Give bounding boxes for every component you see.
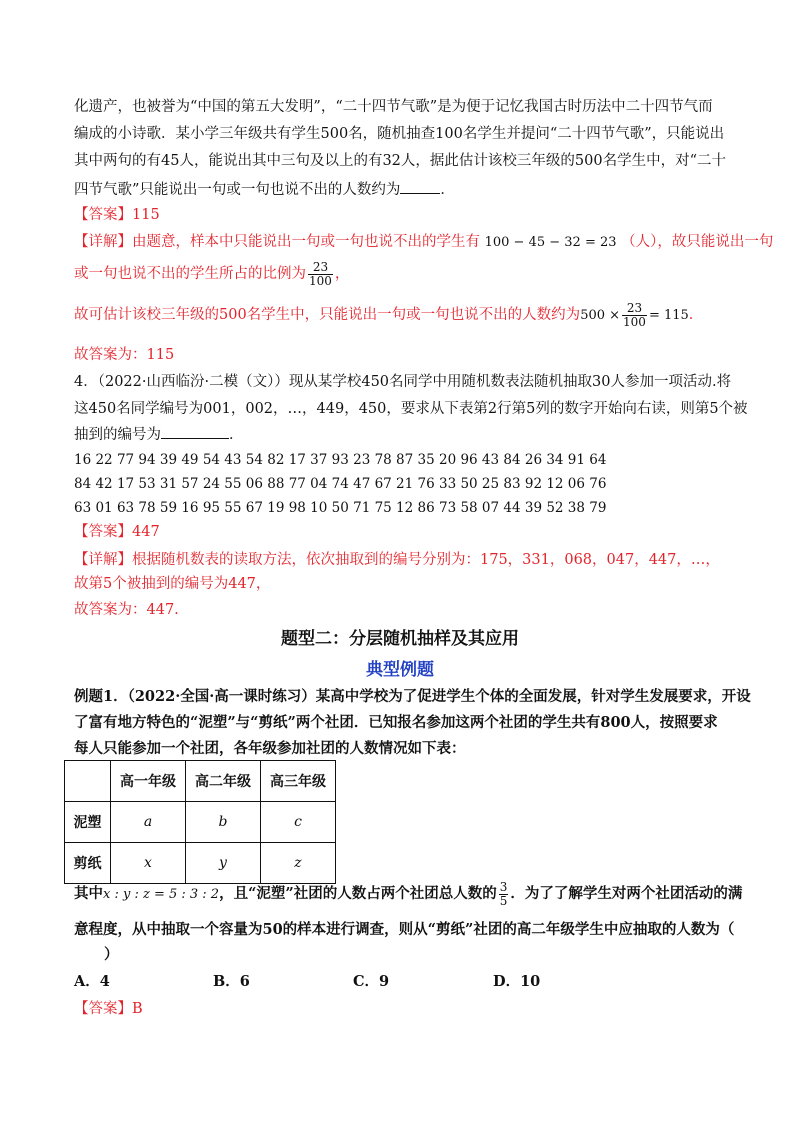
- club-table: [64, 760, 336, 884]
- problem-text: ．: [440, 182, 455, 198]
- explanation-text: 【详解】由题意，样本中只能说出一句或一句也说不出的学生有: [74, 234, 480, 250]
- random-number-row: 63 01 63 78 59 16 95 55 67 19 98 10 50 71 75 12 86 73 58 07 44 39 52 38 79: [74, 500, 607, 516]
- ratio-equation: x : y : z = 5 : 3 : 2: [103, 887, 220, 902]
- equation: = 115: [648, 308, 689, 323]
- explanation-text: 或一句也说不出的学生所占的比例为: [74, 266, 306, 282]
- explanation-text: ，: [334, 266, 350, 282]
- table-cell: y: [186, 843, 261, 884]
- fraction-denominator: 100: [309, 273, 332, 288]
- example-text-line: ）: [104, 946, 119, 963]
- example-text: 其中: [74, 885, 103, 902]
- answer-blank: [400, 179, 440, 194]
- fraction-numerator: 23: [308, 261, 333, 275]
- example-text: ．为了了解学生对两个社团活动的满: [510, 885, 743, 902]
- problem-text-line: 编成的小诗歌．某小学三年级共有学生500名，随机抽查100名学生并提问“二十四节气歌”，只能说出: [74, 126, 725, 142]
- fraction: [622, 302, 647, 329]
- example-text-line: 每人只能参加一个社团，各年级参加社团的人数情况如下表：: [74, 740, 466, 757]
- explanation-line: [74, 299, 703, 332]
- answer-line: 【答案】B: [74, 1001, 143, 1017]
- explanation-text: 故可估计该校三年级的500名学生中，只能说出一句或一句也说不出的人数约为: [74, 307, 581, 323]
- example-text: ，且“泥塑”社团的人数占两个社团总人数的: [219, 885, 497, 902]
- option-b: B．6: [213, 973, 250, 990]
- table-header-cell: 高三年级: [261, 761, 336, 802]
- equation: 100 − 45 − 32 = 23: [484, 235, 617, 250]
- explanation-line: [74, 233, 773, 252]
- table-header-row: [65, 761, 336, 802]
- problem-text: 抽到的编号为: [74, 427, 161, 443]
- fraction-numerator: 23: [622, 302, 647, 316]
- table-header-cell: [65, 761, 111, 802]
- explanation-line: [74, 258, 349, 290]
- problem-text: ．: [229, 427, 244, 443]
- final-answer-line: 故答案为：115: [74, 347, 175, 363]
- table-row: [65, 802, 336, 843]
- problem-text-line: 这450名同学编号为001，002，…，449，450，要求从下表第2行第5列的数字开始向右读，则第5个被: [74, 401, 748, 417]
- fraction-denominator: 5: [499, 893, 508, 908]
- explanation-text: （人），故只能说出一句: [621, 234, 774, 250]
- example-text-line: 了富有地方特色的“泥塑”与“剪纸”两个社团．已知报名参加这两个社团的学生共有800人，按照要求: [74, 714, 718, 731]
- problem-text-line: 化遗产，也被誉为“中国的第五大发明”，“二十四节气歌”是为便于记忆我国古时历法中二十四节气而: [74, 99, 713, 115]
- example-text-line: 意程度，从中抽取一个容量为50的样本进行调查，则从“剪纸”社团的高二年级学生中应抽取的人数为（: [74, 921, 735, 938]
- problem-text: 四节气歌”只能说出一句或一句也说不出的人数约为: [74, 182, 401, 198]
- final-answer-line: 故答案为：447.: [74, 602, 179, 618]
- problem-text-line: [74, 424, 244, 444]
- fraction-numerator: 3: [499, 879, 508, 894]
- fraction-denominator: 100: [623, 314, 646, 329]
- table-header-cell: 高一年级: [111, 761, 186, 802]
- problem-text-line: 其中两句的有45人，能说出其中三句及以上的有32人，据此估计该校三年级的500名学生中，对“二十: [74, 153, 726, 169]
- random-number-row: 16 22 77 94 39 49 54 43 54 82 17 37 93 23 78 87 35 20 96 43 84 26 34 91 64: [74, 452, 607, 468]
- equation: 500 ×: [580, 308, 621, 323]
- table-header-cell: 高二年级: [186, 761, 261, 802]
- answer-blank: [161, 424, 229, 439]
- explanation-text: ．: [688, 307, 704, 323]
- section-subtitle: 典型例题: [366, 660, 434, 680]
- explanation-line: 故第5个被抽到的编号为447，: [74, 576, 271, 592]
- section-title: 题型二：分层随机抽样及其应用: [281, 629, 519, 649]
- table-cell: a: [111, 802, 186, 843]
- fraction: [308, 261, 333, 288]
- option-d: D．10: [493, 973, 541, 990]
- problem-text-line: [74, 179, 455, 199]
- fraction: [499, 881, 509, 908]
- table-row-label: 泥塑: [65, 802, 111, 843]
- problem-text-line: 4．（2022·山西临汾·二模（文））现从某学校450名同学中用随机数表法随机抽取30人参加一项活动.将: [74, 374, 732, 390]
- option-a: A．4: [74, 973, 110, 990]
- table-cell: z: [261, 843, 336, 884]
- explanation-line: 【详解】根据随机数表的读取方法，依次抽取到的编号分别为：175，331，068，047，447，…，: [74, 552, 720, 568]
- answer-line: 【答案】115: [74, 207, 160, 223]
- table-row-label: 剪纸: [65, 843, 111, 884]
- example-text-line: [74, 878, 742, 911]
- table-cell: c: [261, 802, 336, 843]
- random-number-row: 84 42 17 53 31 57 24 55 06 88 77 04 74 47 67 21 76 33 50 25 83 92 12 06 76: [74, 476, 607, 492]
- answer-line: 【答案】447: [74, 524, 160, 540]
- table-cell: x: [111, 843, 186, 884]
- example-text-line: 例题1．（2022·全国·高一课时练习）某高中学校为了促进学生个体的全面发展，针对学生发展要求，开设: [74, 688, 751, 705]
- table-cell: b: [186, 802, 261, 843]
- option-c: C．9: [353, 973, 390, 990]
